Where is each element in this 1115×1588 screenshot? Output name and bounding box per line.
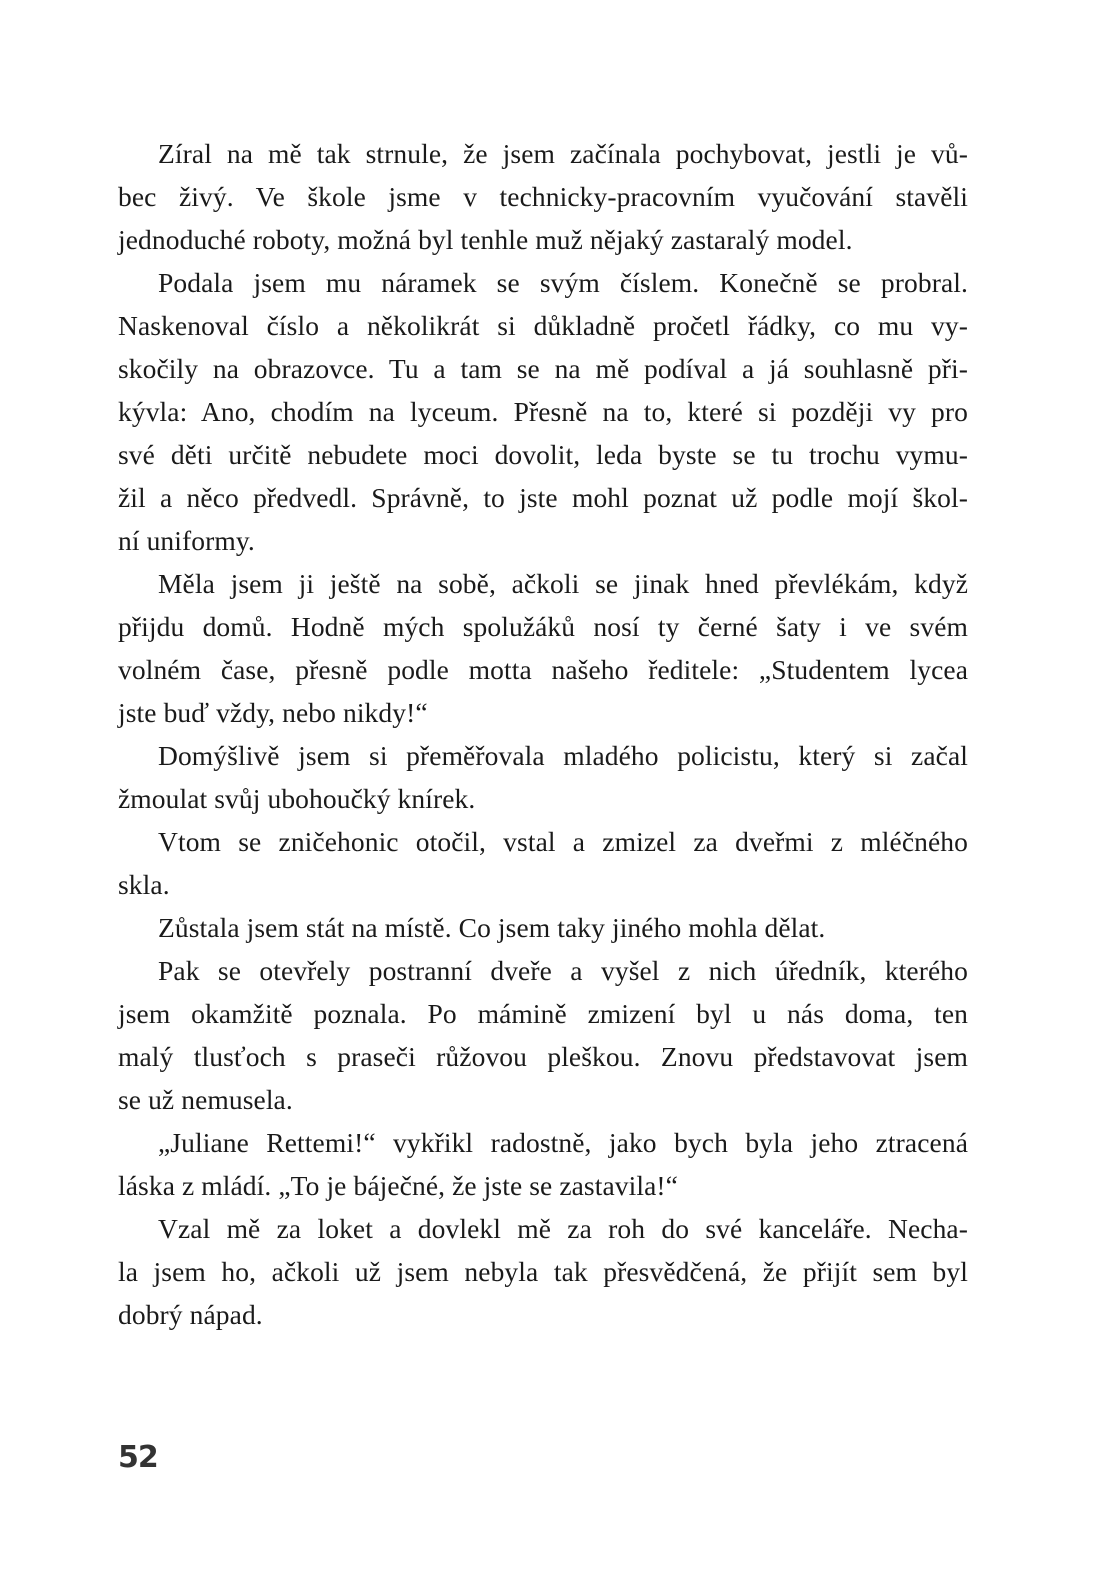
text-line: dobrý nápad. bbox=[118, 1299, 263, 1330]
text-line: skla. bbox=[118, 869, 170, 900]
text-line: žil a něco předvedl. Správně, to jste mohl poznat už podle mojí škol- bbox=[118, 482, 968, 513]
text-line: jste buď vždy, nebo nikdy!“ bbox=[118, 697, 428, 728]
text-line: Pak se otevřely postranní dveře a vyšel z nich úředník, kterého bbox=[158, 955, 968, 986]
text-line: Vzal mě za loket a dovlekl mě za roh do své kanceláře. Necha- bbox=[158, 1213, 968, 1244]
text-line: la jsem ho, ačkoli už jsem nebyla tak přesvědčená, že přijít sem byl bbox=[118, 1256, 968, 1287]
text-line: přijdu domů. Hodně mých spolužáků nosí ty černé šaty i ve svém bbox=[118, 611, 968, 642]
text-line: se už nemusela. bbox=[118, 1084, 293, 1115]
text-line: Vtom se zničehonic otočil, vstal a zmizel za dveřmi z mléčného bbox=[158, 826, 968, 857]
text-line: láska z mládí. „To je báječné, že jste se zastavila!“ bbox=[118, 1170, 678, 1201]
text-line: Zůstala jsem stát na místě. Co jsem taky jiného mohla dělat. bbox=[158, 912, 826, 943]
text-line: Domýšlivě jsem si přeměřovala mladého policistu, který si začal bbox=[158, 740, 968, 771]
text-line: bec živý. Ve škole jsme v technicky-pracovním vyučování stavěli bbox=[118, 181, 968, 212]
text-line: Podala jsem mu náramek se svým číslem. Konečně se probral. bbox=[158, 267, 968, 298]
page-body-text bbox=[118, 132, 968, 1336]
text-line: Zíral na mě tak strnule, že jsem začínala pochybovat, jestli je vů- bbox=[158, 138, 968, 169]
text-line: jednoduché roboty, možná byl tenhle muž nějaký zastaralý model. bbox=[118, 224, 853, 255]
text-line: kývla: Ano, chodím na lyceum. Přesně na to, které si později vy pro bbox=[118, 396, 968, 427]
text-line: své děti určitě nebudete moci dovolit, leda byste se tu trochu vymu- bbox=[118, 439, 968, 470]
text-line: žmoulat svůj ubohoučký knírek. bbox=[118, 783, 476, 814]
text-line: jsem okamžitě poznala. Po mámině zmizení byl u nás doma, ten bbox=[118, 998, 968, 1029]
text-line: Měla jsem ji ještě na sobě, ačkoli se jinak hned převlékám, když bbox=[158, 568, 968, 599]
page-number: 52 bbox=[118, 1440, 158, 1475]
text-line: Naskenoval číslo a několikrát si důkladně pročetl řádky, co mu vy- bbox=[118, 310, 968, 341]
text-line: malý tlusťoch s praseči růžovou pleškou. Znovu představovat jsem bbox=[118, 1041, 968, 1072]
text-line: ní uniformy. bbox=[118, 525, 255, 556]
text-line: skočily na obrazovce. Tu a tam se na mě podíval a já souhlasně při- bbox=[118, 353, 968, 384]
text-line: „Juliane Rettemi!“ vykřikl radostně, jako bych byla jeho ztracená bbox=[158, 1127, 968, 1158]
text-line: volném čase, přesně podle motta našeho ředitele: „Studentem lycea bbox=[118, 654, 968, 685]
